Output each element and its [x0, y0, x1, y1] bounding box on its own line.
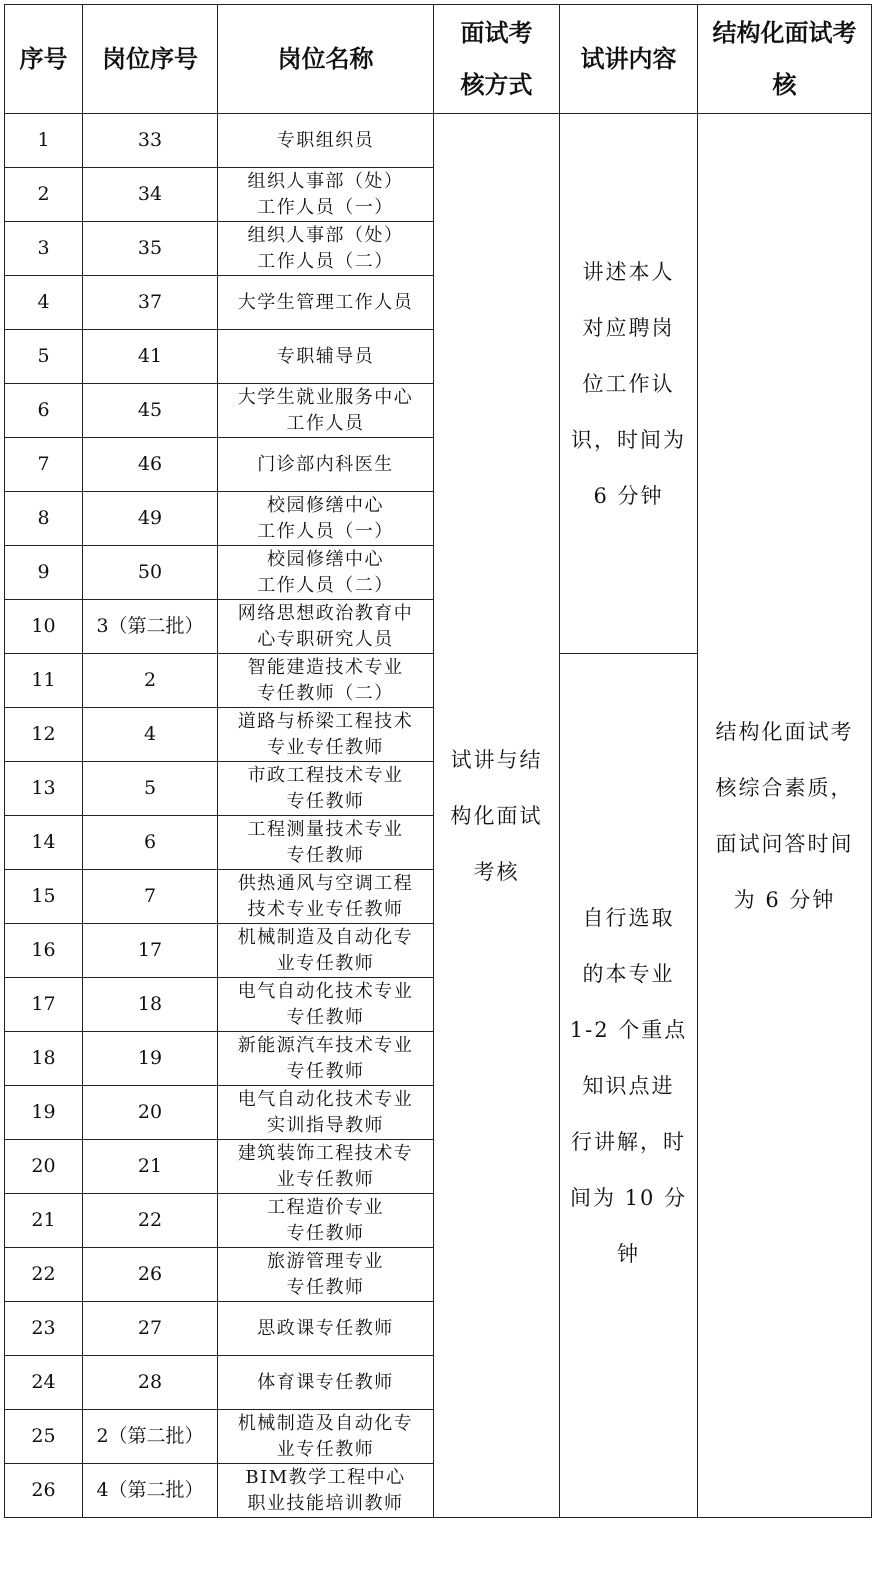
- post-name-cell: 机械制造及自动化专 业专任教师: [218, 924, 434, 978]
- post-name-cell: 工程造价专业 专任教师: [218, 1194, 434, 1248]
- header-post-name: 岗位名称: [218, 5, 434, 114]
- structured-cell: [698, 114, 872, 1518]
- lecture-cell-teacher-line: 1-2 个重点: [569, 1017, 688, 1042]
- seq-cell: 14: [5, 816, 83, 870]
- post-name-cell: 市政工程技术专业 专任教师: [218, 762, 434, 816]
- post-name-cell: 智能建造技术专业 专任教师（二）: [218, 654, 434, 708]
- header-lecture: 试讲内容: [560, 5, 698, 114]
- seq-cell: 11: [5, 654, 83, 708]
- seq-cell: 7: [5, 438, 83, 492]
- lecture-cell-admin: [560, 114, 698, 654]
- table-row: [5, 114, 872, 168]
- seq-cell: 24: [5, 1356, 83, 1410]
- seq-cell: 16: [5, 924, 83, 978]
- lecture-cell-teacher-line: 自行选取: [582, 905, 675, 930]
- post-no-cell: 37: [83, 276, 218, 330]
- post-no-cell: 2: [83, 654, 218, 708]
- post-name-cell: 组织人事部（处） 工作人员（二）: [218, 222, 434, 276]
- post-name-cell: 机械制造及自动化专 业专任教师: [218, 1410, 434, 1464]
- post-no-cell: 17: [83, 924, 218, 978]
- post-name-cell: 组织人事部（处） 工作人员（一）: [218, 168, 434, 222]
- post-no-cell: 45: [83, 384, 218, 438]
- method-cell: [434, 114, 560, 1518]
- post-no-cell: 3（第二批）: [83, 600, 218, 654]
- post-name-cell: 电气自动化技术专业 实训指导教师: [218, 1086, 434, 1140]
- post-no-cell: 35: [83, 222, 218, 276]
- seq-cell: 15: [5, 870, 83, 924]
- seq-cell: 6: [5, 384, 83, 438]
- seq-cell: 10: [5, 600, 83, 654]
- post-name-cell: 校园修缮中心 工作人员（二）: [218, 546, 434, 600]
- structured-cell-line: 为 6 分钟: [733, 887, 836, 912]
- method-cell-line: 构化面试: [450, 803, 543, 828]
- method-cell-line: 考核: [473, 859, 520, 884]
- post-no-cell: 33: [83, 114, 218, 168]
- post-name-cell: 大学生管理工作人员: [218, 276, 434, 330]
- seq-cell: 18: [5, 1032, 83, 1086]
- post-no-cell: 41: [83, 330, 218, 384]
- header-post-no: 岗位序号: [83, 5, 218, 114]
- post-no-cell: 5: [83, 762, 218, 816]
- post-no-cell: 49: [83, 492, 218, 546]
- post-name-cell: 旅游管理专业 专任教师: [218, 1248, 434, 1302]
- post-name-cell: 电气自动化技术专业 专任教师: [218, 978, 434, 1032]
- header-seq: 序号: [5, 5, 83, 114]
- interview-table: [4, 4, 872, 1518]
- seq-cell: 25: [5, 1410, 83, 1464]
- seq-cell: 3: [5, 222, 83, 276]
- post-name-cell: 供热通风与空调工程 技术专业专任教师: [218, 870, 434, 924]
- header-method: 面试考核方式: [434, 5, 560, 114]
- seq-cell: 26: [5, 1464, 83, 1518]
- seq-cell: 4: [5, 276, 83, 330]
- post-name-cell: 工程测量技术专业 专任教师: [218, 816, 434, 870]
- seq-cell: 5: [5, 330, 83, 384]
- post-name-cell: 体育课专任教师: [218, 1356, 434, 1410]
- header-row: [5, 5, 872, 114]
- lecture-cell-teacher: [560, 654, 698, 1518]
- post-name-cell: 建筑装饰工程技术专 业专任教师: [218, 1140, 434, 1194]
- lecture-cell-teacher-line: 钟: [617, 1241, 640, 1266]
- post-no-cell: 50: [83, 546, 218, 600]
- post-no-cell: 28: [83, 1356, 218, 1410]
- seq-cell: 21: [5, 1194, 83, 1248]
- post-name-cell: 道路与桥梁工程技术 专业专任教师: [218, 708, 434, 762]
- post-name-cell: 专职组织员: [218, 114, 434, 168]
- seq-cell: 23: [5, 1302, 83, 1356]
- post-no-cell: 19: [83, 1032, 218, 1086]
- post-name-cell: BIM教学工程中心 职业技能培训教师: [218, 1464, 434, 1518]
- post-no-cell: 4（第二批）: [83, 1464, 218, 1518]
- seq-cell: 9: [5, 546, 83, 600]
- lecture-cell-teacher-line: 知识点进: [582, 1073, 675, 1098]
- seq-cell: 1: [5, 114, 83, 168]
- structured-cell-line: 结构化面试考: [715, 719, 854, 744]
- post-no-cell: 21: [83, 1140, 218, 1194]
- seq-cell: 8: [5, 492, 83, 546]
- post-name-cell: 思政课专任教师: [218, 1302, 434, 1356]
- lecture-cell-admin-line: 讲述本人: [582, 259, 675, 284]
- post-no-cell: 7: [83, 870, 218, 924]
- seq-cell: 12: [5, 708, 83, 762]
- post-no-cell: 6: [83, 816, 218, 870]
- post-name-cell: 新能源汽车技术专业 专任教师: [218, 1032, 434, 1086]
- lecture-cell-admin-line: 对应聘岗: [582, 315, 675, 340]
- post-no-cell: 46: [83, 438, 218, 492]
- structured-cell-line: 核综合素质，: [715, 775, 854, 800]
- post-no-cell: 18: [83, 978, 218, 1032]
- structured-cell-line: 面试问答时间: [715, 831, 854, 856]
- lecture-cell-teacher-line: 的本专业: [582, 961, 675, 986]
- lecture-cell-admin-line: 6 分钟: [593, 483, 664, 508]
- post-no-cell: 22: [83, 1194, 218, 1248]
- post-no-cell: 34: [83, 168, 218, 222]
- post-no-cell: 27: [83, 1302, 218, 1356]
- lecture-cell-teacher-line: 间为 10 分: [569, 1185, 688, 1210]
- seq-cell: 13: [5, 762, 83, 816]
- method-cell-line: 试讲与结: [450, 747, 543, 772]
- seq-cell: 20: [5, 1140, 83, 1194]
- post-no-cell: 26: [83, 1248, 218, 1302]
- seq-cell: 22: [5, 1248, 83, 1302]
- lecture-cell-admin-line: 位工作认: [582, 371, 675, 396]
- post-no-cell: 2（第二批）: [83, 1410, 218, 1464]
- seq-cell: 2: [5, 168, 83, 222]
- post-name-cell: 门诊部内科医生: [218, 438, 434, 492]
- post-name-cell: 校园修缮中心 工作人员（一）: [218, 492, 434, 546]
- header-structured: 结构化面试考核: [698, 5, 872, 114]
- post-name-cell: 专职辅导员: [218, 330, 434, 384]
- post-no-cell: 20: [83, 1086, 218, 1140]
- post-name-cell: 大学生就业服务中心 工作人员: [218, 384, 434, 438]
- lecture-cell-admin-line: 识，时间为: [571, 427, 686, 452]
- seq-cell: 19: [5, 1086, 83, 1140]
- seq-cell: 17: [5, 978, 83, 1032]
- lecture-cell-teacher-line: 行讲解，时: [571, 1129, 686, 1154]
- post-no-cell: 4: [83, 708, 218, 762]
- post-name-cell: 网络思想政治教育中 心专职研究人员: [218, 600, 434, 654]
